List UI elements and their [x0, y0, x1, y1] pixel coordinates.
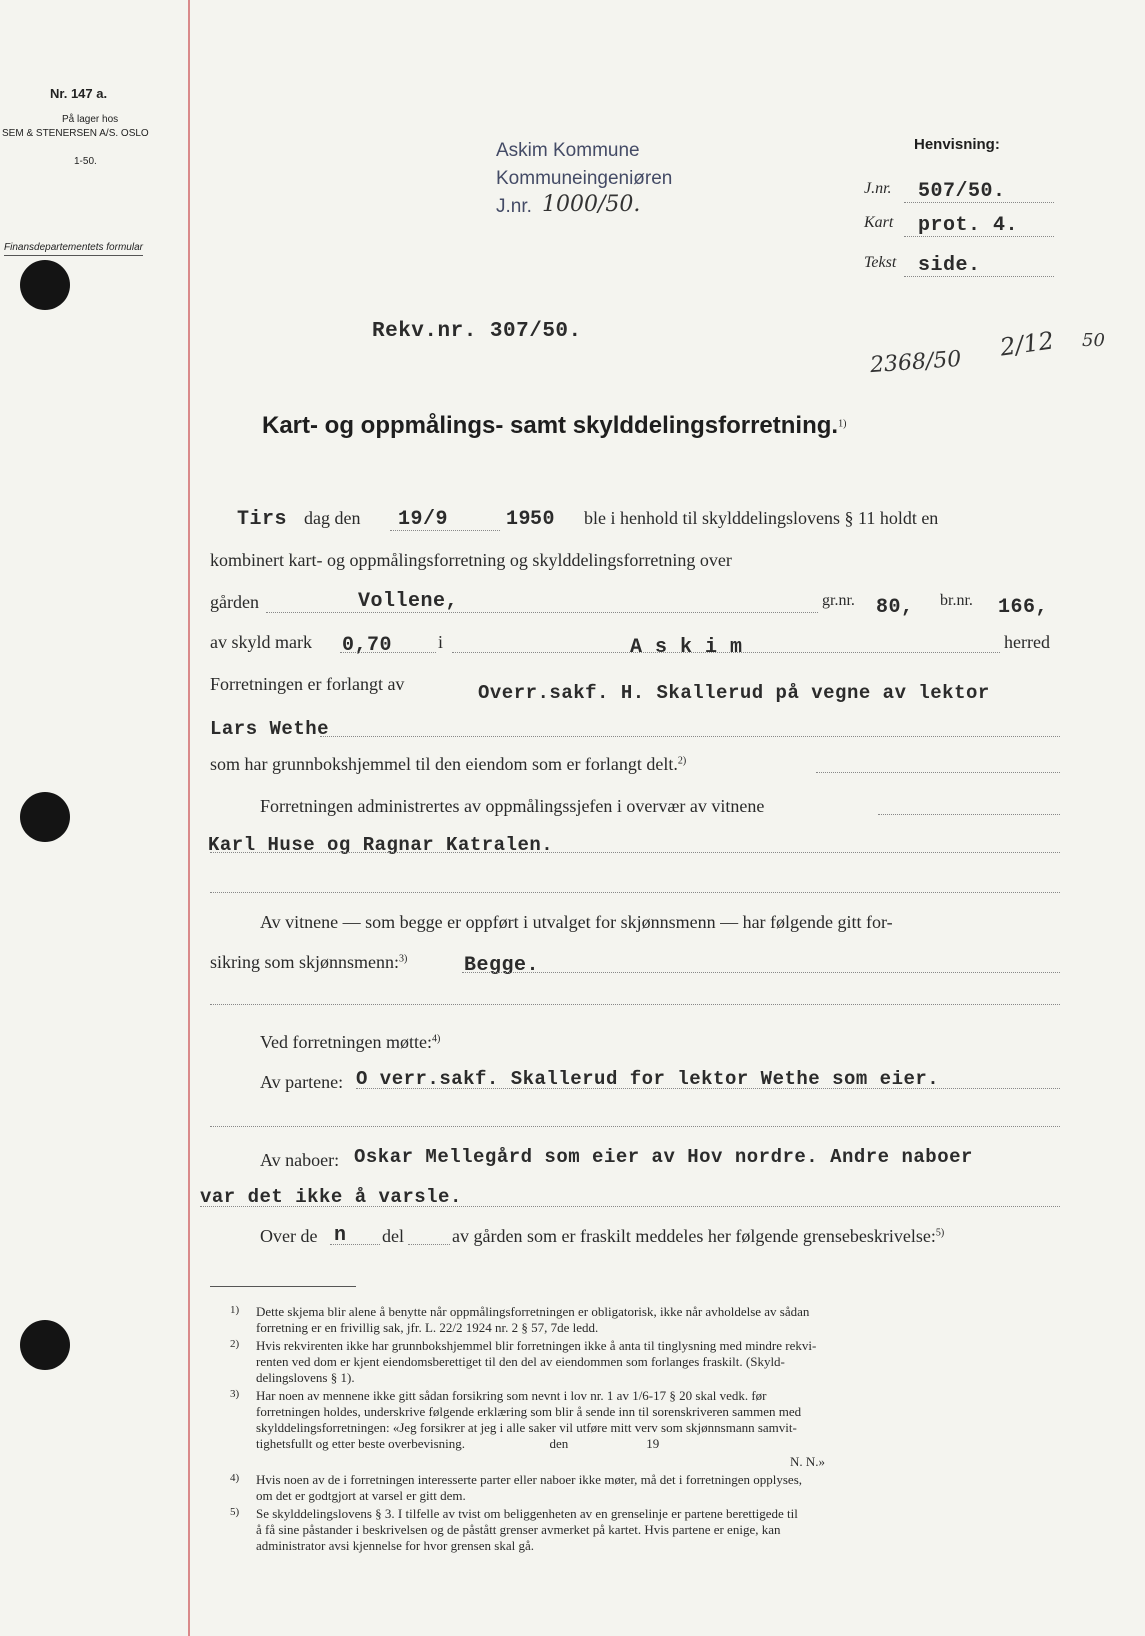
- over-label: Over de: [260, 1226, 318, 1246]
- herred-label: herred: [1004, 632, 1050, 652]
- footnote-2-line3: delingslovens § 1).: [256, 1370, 355, 1385]
- footnote-rule: [210, 1286, 356, 1287]
- form-number: Nr. 147 a.: [50, 86, 108, 101]
- partene-value: O verr.sakf. Skallerud for lektor Wethe som eier.: [356, 1068, 940, 1090]
- grnr-value: 80,: [876, 596, 914, 619]
- admin-text: Forretningen administrertes av oppmålingssjefen i overvær av vitnene: [260, 796, 765, 816]
- punch-hole-bottom: [20, 1320, 70, 1370]
- hjemmel-footnote-ref: 2): [677, 755, 687, 767]
- rekv-number: Rekv.nr. 307/50.: [372, 320, 582, 343]
- brnr-value: 166,: [998, 596, 1049, 619]
- hjemmel-dots: [816, 772, 1060, 773]
- naboer-dots: [200, 1206, 1060, 1207]
- stamp-line2: Kommuneingeniøren: [496, 168, 673, 189]
- footnote-3-signature: N. N.»: [790, 1454, 826, 1469]
- punch-hole-top: [20, 260, 70, 310]
- reference-tekst-label: Tekst: [864, 254, 897, 271]
- footnote-3-num: 3): [230, 1388, 240, 1400]
- year-value: 50: [530, 508, 556, 531]
- footnote-3-line1: Har noen av mennene ikke gitt sådan forsikring som nevnt i lov nr. 1 av 1/6-17 § 20 skal vedk. før: [256, 1388, 767, 1403]
- forlangt-label: Forretningen er forlangt av: [210, 674, 405, 694]
- dag-den-label: dag den: [304, 508, 361, 528]
- garden-dots: [266, 612, 818, 613]
- reference-jnr-label: J.nr.: [864, 180, 892, 197]
- forlangt-value1: Overr.sakf. H. Skallerud på vegne av lektor: [478, 682, 990, 704]
- handnote-date: 2/12: [998, 326, 1056, 362]
- naboer-label: Av naboer:: [260, 1150, 340, 1170]
- brnr-label: br.nr.: [940, 592, 973, 609]
- partene-label: Av partene:: [260, 1072, 344, 1092]
- motte-footnote-ref: 4): [431, 1033, 441, 1045]
- garden-label: gården: [210, 592, 259, 612]
- title-footnote-ref: 1): [838, 418, 847, 430]
- weekday-value: Tirs: [237, 508, 288, 531]
- form-stock-line1: På lager hos: [62, 114, 119, 125]
- hjemmel-text: som har grunnbokshjemmel til den eiendom som er forlangt delt.: [210, 754, 678, 774]
- grense-wrap: [452, 1226, 944, 1247]
- reference-tekst-value: side.: [918, 254, 981, 277]
- hjemmel-wrap: [210, 754, 686, 775]
- blank-dots-1: [210, 892, 1060, 893]
- handnote-year: 50: [1082, 330, 1105, 351]
- reference-kart-value: prot. 4.: [918, 214, 1019, 237]
- document-title: Kart- og oppmålings- samt skylddelingsforretning.: [262, 412, 839, 439]
- skyld-label: av skyld mark: [210, 632, 312, 652]
- footnote-2-line1: Hvis rekvirenten ikke har grunnbokshjemmel blir forretningen ikke å anta til tinglysning med mindre rekvi-: [256, 1338, 817, 1353]
- footnote-5-line2: å få sine påstander i beskrivelsen og de påstått grenser avmerket på kartet. Hvis partene er enige, kan: [256, 1522, 781, 1537]
- footnote-5-num: 5): [230, 1506, 240, 1518]
- footnote-2: [230, 1338, 817, 1386]
- reference-kart-label: Kart: [864, 214, 894, 231]
- admin-dots: [878, 814, 1060, 815]
- herred-value: A s k i m: [630, 636, 743, 659]
- reference-jnr-dots: [904, 202, 1054, 203]
- forsikring-footnote-ref: 3): [399, 953, 408, 965]
- forlangt-value2: Lars Wethe: [210, 718, 330, 740]
- footnote-3-line4: tighetsfullt og etter beste overbevisning. den 19: [256, 1436, 660, 1451]
- stamp-jnr-label: J.nr.: [496, 196, 532, 217]
- footnote-4-line2: om det er godtgjort at varsel er gitt dem.: [256, 1488, 466, 1503]
- vitner-value: Karl Huse og Ragnar Katralen.: [208, 834, 554, 856]
- stamp-line1: Askim Kommune: [496, 140, 640, 161]
- motte-label: Ved forretningen møtte:: [260, 1032, 432, 1052]
- footnote-4: [230, 1472, 803, 1504]
- stamp-jnr-value: 1000/50.: [542, 192, 641, 217]
- blank-dots-2: [210, 1004, 1060, 1005]
- footnote-1-line2: forretning er en frivillig sak, jfr. L. 22/2 1924 nr. 2 § 57, 7de ledd.: [256, 1320, 599, 1335]
- i-label: i: [438, 632, 444, 652]
- naboer-value1: Oskar Mellegård som eier av Hov nordre. Andre naboer: [354, 1146, 973, 1168]
- document-title-wrap: [262, 412, 846, 440]
- margin-line: [188, 0, 190, 1636]
- date-value: 19/9: [398, 508, 449, 531]
- partene-dots: [356, 1088, 1060, 1089]
- footnote-5-line3: administrator avsi kjennelse for hvor grensen skal gå.: [256, 1538, 534, 1553]
- reference-tekst-dots: [904, 276, 1054, 277]
- footnote-2-num: 2): [230, 1338, 240, 1350]
- forsikring-value: Begge.: [464, 954, 540, 977]
- forsikring-wrap: [210, 952, 407, 973]
- garden-value: Vollene,: [358, 590, 459, 613]
- grense-footnote-ref: 5): [935, 1227, 945, 1239]
- year-prefix: 19: [506, 508, 532, 531]
- skyld-dots: [340, 652, 436, 653]
- footnote-4-num: 4): [230, 1472, 240, 1484]
- footnote-2-line2: renten ved dom er kjent eiendomsberettiget til den del av eiendommen som forlanges fraskilt. (Skyld-: [256, 1354, 785, 1369]
- footnote-3-line3: skylddelingsforretningen: «Jeg forsikrer at jeg i alle saker vil utføre mitt verv som skjønnsmann samvit-: [256, 1420, 797, 1435]
- footnote-4-line1: Hvis noen av de i forretningen interesserte parter eller naboer ikke møter, må det i forretningen opplyses,: [256, 1472, 803, 1487]
- reference-kart-dots: [904, 236, 1054, 237]
- del-label: del: [382, 1226, 404, 1246]
- vitner-dots: [210, 852, 1060, 853]
- footnote-3: [230, 1388, 802, 1452]
- footnote-3-line2: forretningen holdes, underskrive følgende erklæring som blir å sende inn til sorenskriveren sammen med: [256, 1404, 802, 1419]
- grense-text: av gården som er fraskilt meddeles her følgende grensebeskrivelse:: [452, 1226, 936, 1246]
- footnote-5-line1: Se skylddelingslovens § 3. I tilfelle av tvist om beliggenheten av en grenselinje er partene berettigede til: [256, 1506, 798, 1521]
- over-dots: [330, 1244, 380, 1245]
- skyld-value: 0,70: [342, 634, 393, 657]
- forsikring-dots: [462, 972, 1060, 973]
- date-dots: [390, 530, 500, 531]
- form-edition: 1-50.: [74, 156, 97, 167]
- motte-wrap: [260, 1032, 440, 1053]
- reference-jnr-value: 507/50.: [918, 180, 1006, 203]
- handnote-number: 2368/50: [869, 346, 963, 379]
- line2-text: kombinert kart- og oppmålingsforretning og skylddelingsforretning over: [210, 550, 732, 570]
- line1-rest: ble i henhold til skylddelingslovens § 11 holdt en: [584, 508, 939, 528]
- forlangt-dots: [320, 736, 1060, 737]
- forsikring-label: sikring som skjønnsmenn:: [210, 952, 400, 972]
- reference-heading: Henvisning:: [914, 136, 1000, 153]
- over-value: n: [334, 1224, 347, 1247]
- grnr-label: gr.nr.: [822, 592, 855, 609]
- form-issuer: Finansdepartementets formular: [4, 242, 143, 256]
- punch-hole-middle: [20, 792, 70, 842]
- naboer-value2: var det ikke å varsle.: [200, 1186, 462, 1208]
- blank-dots-3: [210, 1126, 1060, 1127]
- vitner-text1: Av vitnene — som begge er oppført i utvalget for skjønnsmenn — har følgende gitt for-: [260, 912, 893, 932]
- footnote-5: [230, 1506, 798, 1554]
- footnote-1-num: 1): [230, 1304, 240, 1316]
- form-stock-line2: SEM & STENERSEN A/S. OSLO: [2, 128, 149, 139]
- footnote-1: [230, 1304, 810, 1336]
- del-dots: [408, 1244, 450, 1245]
- footnote-1-line1: Dette skjema blir alene å benytte når oppmålingsforretningen er obligatorisk, ikke når avholdelse av sådan: [256, 1304, 810, 1319]
